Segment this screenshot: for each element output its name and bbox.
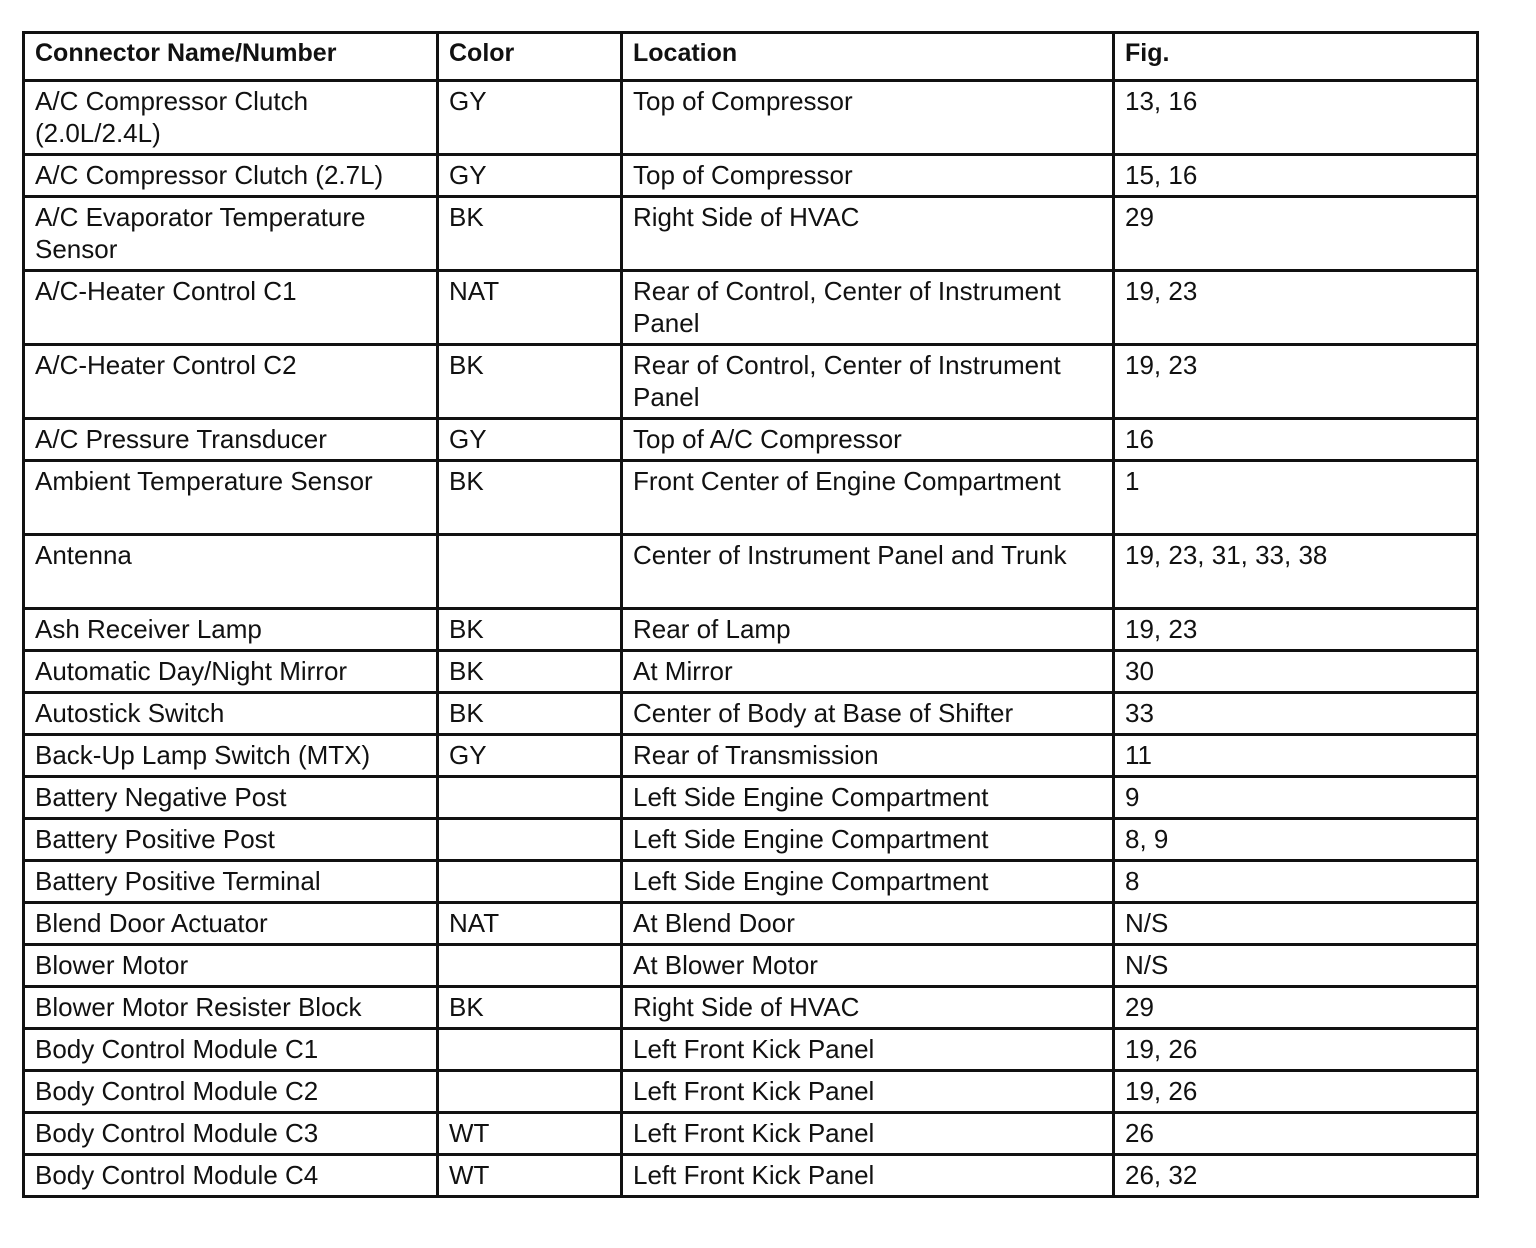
cell-color: BK [438,651,622,693]
cell-fig: 19, 23 [1114,609,1478,651]
table-row [24,903,1478,945]
table-row [24,345,1478,419]
cell-color: GY [438,735,622,777]
cell-fig: 1 [1114,461,1478,535]
cell-location: Rear of Transmission [622,735,1114,777]
cell-color: GY [438,419,622,461]
cell-location: Center of Body at Base of Shifter [622,693,1114,735]
cell-color [438,1029,622,1071]
cell-fig: 30 [1114,651,1478,693]
cell-fig: N/S [1114,945,1478,987]
cell-fig: 19, 23 [1114,345,1478,419]
cell-fig: 33 [1114,693,1478,735]
cell-location: At Blend Door [622,903,1114,945]
cell-fig: 8 [1114,861,1478,903]
cell-color: BK [438,987,622,1029]
cell-connector-name: Battery Negative Post [24,777,438,819]
cell-location: Left Side Engine Compartment [622,777,1114,819]
cell-connector-name: Ash Receiver Lamp [24,609,438,651]
cell-fig: 8, 9 [1114,819,1478,861]
cell-connector-name: Automatic Day/Night Mirror [24,651,438,693]
cell-fig: 26 [1114,1113,1478,1155]
cell-color: WT [438,1113,622,1155]
table-row [24,1029,1478,1071]
cell-fig: 9 [1114,777,1478,819]
cell-location: Left Front Kick Panel [622,1071,1114,1113]
cell-location: At Blower Motor [622,945,1114,987]
table-row [24,155,1478,197]
table-row [24,777,1478,819]
cell-fig: 16 [1114,419,1478,461]
cell-color: NAT [438,271,622,345]
cell-fig: 29 [1114,987,1478,1029]
cell-fig: N/S [1114,903,1478,945]
table-row [24,819,1478,861]
cell-color [438,819,622,861]
header-location: Location [622,33,1114,81]
table-row [24,1113,1478,1155]
cell-location: Left Front Kick Panel [622,1113,1114,1155]
connector-table-sheet [22,31,1476,1198]
cell-connector-name: A/C-Heater Control C2 [24,345,438,419]
cell-fig: 11 [1114,735,1478,777]
table-header-row [24,33,1478,81]
cell-connector-name: Body Control Module C4 [24,1155,438,1197]
cell-color [438,535,622,609]
table-row [24,271,1478,345]
table-row [24,651,1478,693]
cell-location: Left Front Kick Panel [622,1155,1114,1197]
cell-color: GY [438,155,622,197]
cell-connector-name: A/C Compressor Clutch (2.7L) [24,155,438,197]
cell-location: Top of Compressor [622,155,1114,197]
cell-connector-name: Body Control Module C1 [24,1029,438,1071]
cell-color [438,945,622,987]
cell-connector-name: Body Control Module C2 [24,1071,438,1113]
cell-connector-name: Ambient Temperature Sensor [24,461,438,535]
header-color: Color [438,33,622,81]
cell-connector-name: Antenna [24,535,438,609]
cell-color: WT [438,1155,622,1197]
cell-connector-name: Battery Positive Terminal [24,861,438,903]
cell-location: Rear of Lamp [622,609,1114,651]
table-row [24,419,1478,461]
table-row [24,81,1478,155]
cell-fig: 19, 26 [1114,1071,1478,1113]
table-row [24,197,1478,271]
cell-color [438,1071,622,1113]
cell-connector-name: Body Control Module C3 [24,1113,438,1155]
cell-location: Rear of Control, Center of Instrument Panel [622,345,1114,419]
table-row [24,1155,1478,1197]
table-row [24,535,1478,609]
cell-fig: 19, 23, 31, 33, 38 [1114,535,1478,609]
cell-connector-name: Back-Up Lamp Switch (MTX) [24,735,438,777]
table-row [24,945,1478,987]
cell-connector-name: A/C Evaporator Temperature Sensor [24,197,438,271]
cell-color: BK [438,461,622,535]
cell-location: Left Front Kick Panel [622,1029,1114,1071]
cell-location: Right Side of HVAC [622,987,1114,1029]
table-row [24,461,1478,535]
header-fig: Fig. [1114,33,1478,81]
cell-location: Top of A/C Compressor [622,419,1114,461]
cell-connector-name: Battery Positive Post [24,819,438,861]
cell-location: Left Side Engine Compartment [622,861,1114,903]
cell-color: BK [438,345,622,419]
cell-location: At Mirror [622,651,1114,693]
table-row [24,693,1478,735]
table-row [24,987,1478,1029]
cell-connector-name: A/C-Heater Control C1 [24,271,438,345]
table-row [24,735,1478,777]
cell-fig: 29 [1114,197,1478,271]
cell-color [438,777,622,819]
table-row [24,1071,1478,1113]
table-row [24,861,1478,903]
cell-location: Front Center of Engine Compartment [622,461,1114,535]
cell-location: Left Side Engine Compartment [622,819,1114,861]
cell-color [438,861,622,903]
cell-connector-name: Autostick Switch [24,693,438,735]
connector-table [22,31,1479,1198]
cell-connector-name: Blower Motor [24,945,438,987]
cell-connector-name: Blend Door Actuator [24,903,438,945]
cell-fig: 19, 26 [1114,1029,1478,1071]
cell-location: Rear of Control, Center of Instrument Panel [622,271,1114,345]
cell-color: BK [438,609,622,651]
cell-connector-name: A/C Compressor Clutch (2.0L/2.4L) [24,81,438,155]
cell-color: BK [438,197,622,271]
cell-fig: 26, 32 [1114,1155,1478,1197]
cell-fig: 19, 23 [1114,271,1478,345]
cell-location: Center of Instrument Panel and Trunk [622,535,1114,609]
table-row [24,609,1478,651]
cell-location: Top of Compressor [622,81,1114,155]
cell-location: Right Side of HVAC [622,197,1114,271]
cell-fig: 15, 16 [1114,155,1478,197]
cell-connector-name: Blower Motor Resister Block [24,987,438,1029]
cell-color: BK [438,693,622,735]
cell-color: GY [438,81,622,155]
cell-fig: 13, 16 [1114,81,1478,155]
cell-color: NAT [438,903,622,945]
header-connector-name: Connector Name/Number [24,33,438,81]
cell-connector-name: A/C Pressure Transducer [24,419,438,461]
